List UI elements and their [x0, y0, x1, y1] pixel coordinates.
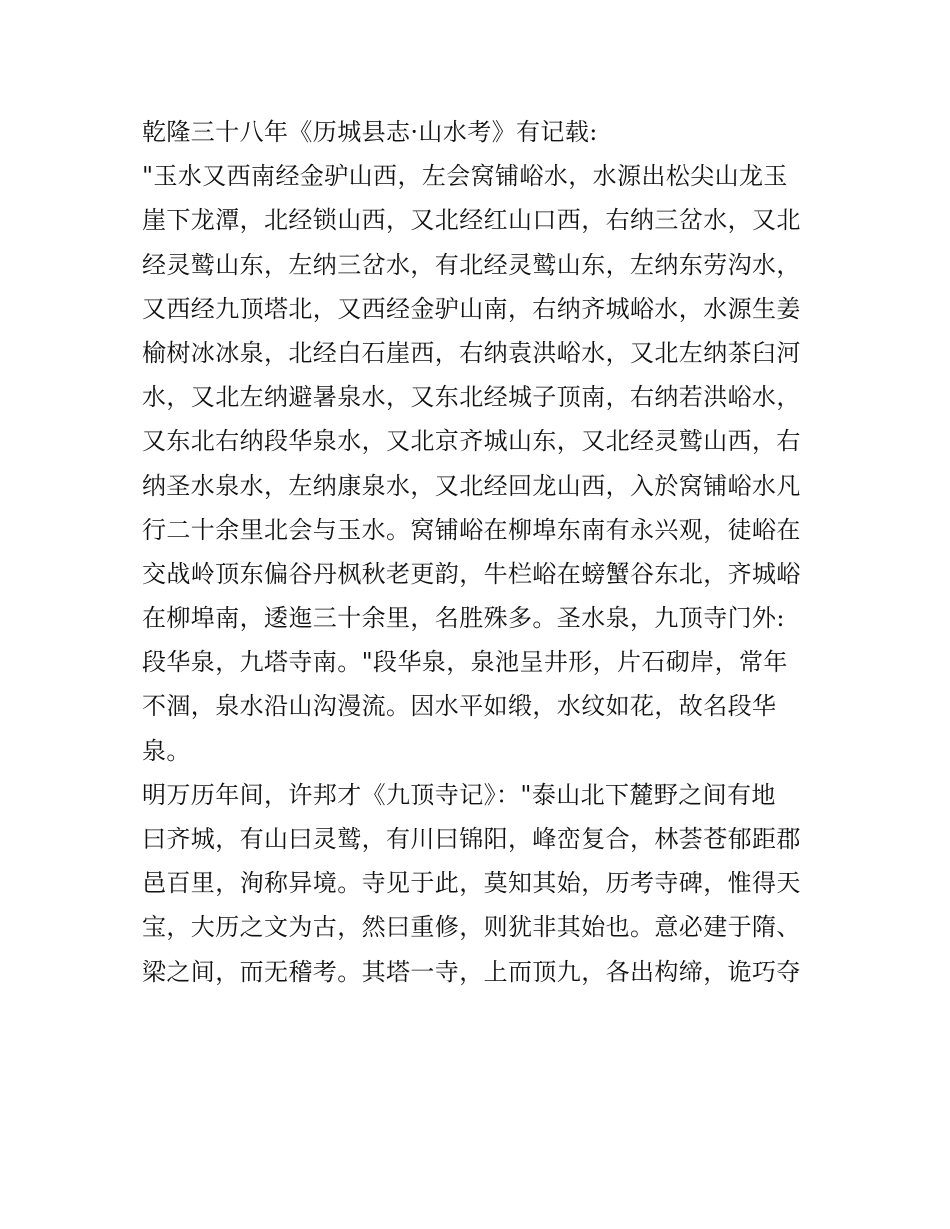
- text-line: 纳圣水泉水，左纳康泉水，又北经回龙山西，入於窝铺峪水凡: [142, 471, 801, 500]
- text-line: 不涸，泉水沿山沟漫流。因水平如缎，水纹如花，故名段华: [142, 692, 777, 721]
- text-line: 又东北右纳段华泉水，又北京齐城山东，又北经灵鹫山西，右: [142, 427, 801, 456]
- text-line: 明万历年间，许邦才《九顶寺记》："泰山北下麓野之间有地: [142, 780, 776, 809]
- text-line: 在柳埠南，逶迤三十余里，名胜殊多。圣水泉，九顶寺门外:: [142, 604, 785, 633]
- text-line: 梁之间，而无稽考。其塔一寺，上而顶九，各出构缔，诡巧夺: [142, 957, 801, 986]
- document-body: [142, 110, 822, 994]
- text-line: 邑百里，洵称异境。寺见于此，莫知其始，历考寺碑，惟得天: [142, 869, 801, 898]
- text-line: 曰齐城，有山曰灵鹫，有川曰锦阳，峰峦复合，林荟苍郁距郡: [142, 825, 801, 853]
- text-line: 崖下龙潭，北经锁山西，又北经红山口西，右纳三岔水，又北: [142, 206, 801, 235]
- text-line: 又西经九顶塔北，又西经金驴山南，右纳齐城峪水，水源生姜: [142, 294, 801, 323]
- text-line: 行二十余里北会与玉水。窝铺峪在柳埠东南有永兴观，徒峪在: [142, 515, 801, 544]
- text-line: 经灵鹫山东，左纳三岔水，有北经灵鹫山东，左纳东劳沟水，: [142, 250, 801, 279]
- text-line: 宝，大历之文为古，然曰重修，则犹非其始也。意必建于隋、: [142, 913, 801, 942]
- text-line: "玉水又西南经金驴山西，左会窝铺峪水，水源出松尖山龙玉: [142, 162, 788, 191]
- text-line: 泉。: [142, 736, 191, 765]
- text-line: 段华泉，九塔寺南。"段华泉，泉池呈井形，片石砌岸，常年: [142, 648, 788, 677]
- text-line: 乾隆三十八年《历城县志·山水考》有记载:: [142, 118, 598, 146]
- text-line: 交战岭顶东偏谷丹枫秋老更韵，牛栏峪在螃蟹谷东北，齐城峪: [142, 559, 801, 588]
- text-line: 榆树冰冰泉，北经白石崖西，右纳袁洪峪水，又北左纳茶臼河: [142, 338, 801, 367]
- text-line: 水，又北左纳避暑泉水，又东北经城子顶南，右纳若洪峪水，: [142, 383, 801, 412]
